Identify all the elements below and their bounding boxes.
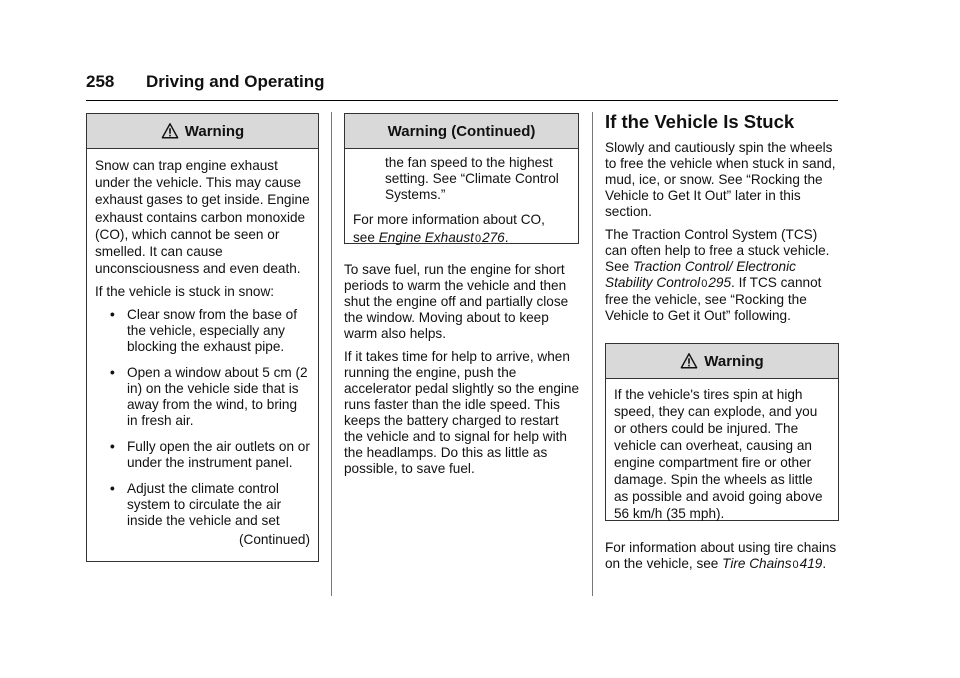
- continued-label: (Continued): [238, 531, 310, 547]
- page-ref-arrow-icon: 0: [701, 278, 708, 290]
- warning-triangle-icon: [161, 122, 179, 140]
- tire-chains-paragraph: For information about using tire chains on the vehicle, see Tire Chains0419.: [605, 540, 837, 571]
- engine-exhaust-page[interactable]: 276: [482, 230, 505, 245]
- warning-header: [606, 344, 838, 379]
- page-number: 258: [86, 72, 115, 91]
- tire-chains-page[interactable]: 419: [799, 556, 823, 571]
- tire-spin-warning-text: If the vehicle's tires spin at high speed, they can explode, and you or others could be injured. The vehicle can overheat, causing an engine compartment fire or other damage. Spin the wheels as little as possible and avoid going above 56 km/h (35 mph).: [614, 387, 823, 521]
- continued-warning-header: Warning (Continued): [345, 114, 578, 149]
- continued-warning-box: [344, 113, 579, 244]
- spin-wheels-paragraph: Slowly and cautiously spin the wheels to free the vehicle when stuck in sand, mud, ice, or snow. See “Rocking the Vehicle to Get It Out” later in this section.: [605, 140, 836, 219]
- warning-title: Warning: [704, 352, 764, 370]
- stuck-vehicle-heading: If the Vehicle Is Stuck: [605, 111, 795, 132]
- co-info-text: For more information about CO, see Engine Exhaust0276.: [353, 212, 545, 245]
- warning-header: [87, 114, 318, 149]
- tire-chains-text: [605, 540, 839, 580]
- list-item: • Open a window about 5 cm (2 in) on the vehicle side that is away from the wind, to bring in fresh air.: [110, 364, 308, 428]
- column-divider-right: [592, 112, 593, 596]
- tire-chains-link[interactable]: Tire Chains: [722, 556, 792, 571]
- warning-lead: If the vehicle is stuck in snow:: [95, 284, 275, 300]
- engine-exhaust-link[interactable]: Engine Exhaust: [378, 230, 474, 245]
- tcs-paragraph: The Traction Control System (TCS) can often help to free a stuck vehicle. See Traction Control/ Electronic Stability Control0295. If TCS cannot free the vehicle, see “Rocking the Vehicle to Get it Out” following.: [605, 227, 830, 323]
- warning-title: Warning: [184, 122, 245, 140]
- warning-bullet-list: [95, 307, 310, 529]
- page-ref-arrow-icon: 0: [792, 559, 799, 571]
- column-divider-left: [331, 112, 332, 596]
- continued-warning-text: the fan speed to the highest setting. See “Climate Control Systems.”: [385, 155, 559, 202]
- column-3-text: [605, 140, 839, 331]
- tire-spin-warning-box: [605, 343, 839, 521]
- save-fuel-paragraph: To save fuel, run the engine for short periods to warm the vehicle and then shut the engine off and partially close the window. Moving about to keep warm also helps.: [344, 262, 569, 341]
- list-item: • Clear snow from the base of the vehicle, especially any blocking the exhaust pipe.: [110, 306, 298, 354]
- page-ref-arrow-icon: 0: [474, 233, 482, 245]
- snow-warning-box: [86, 113, 319, 562]
- traction-control-link[interactable]: Traction Control/ Electronic Stability Control: [605, 259, 796, 290]
- warning-triangle-icon: [680, 352, 698, 370]
- section-title: Driving and Operating: [146, 72, 325, 91]
- list-item: • Adjust the climate control system to circulate the air inside the vehicle and set: [110, 480, 282, 528]
- traction-control-page[interactable]: 295: [708, 275, 732, 290]
- column-2-text: [344, 262, 580, 484]
- help-arrive-paragraph: If it takes time for help to arrive, when running the engine, push the accelerator pedal slightly so the engine runs faster than the idle speed. This keeps the battery charged to restart the vehicle and to signal for help with the headlamps. Do this as little as possible, to save fuel.: [344, 349, 580, 476]
- list-item: • Fully open the air outlets on or under the instrument panel.: [110, 438, 310, 470]
- warning-intro: Snow can trap engine exhaust under the vehicle. This may cause exhaust gases to get inside. Engine exhaust contains carbon monoxide (CO), which cannot be seen or smelled. It can cause unconsciousness and even death.: [95, 158, 310, 277]
- page-header: [86, 72, 838, 101]
